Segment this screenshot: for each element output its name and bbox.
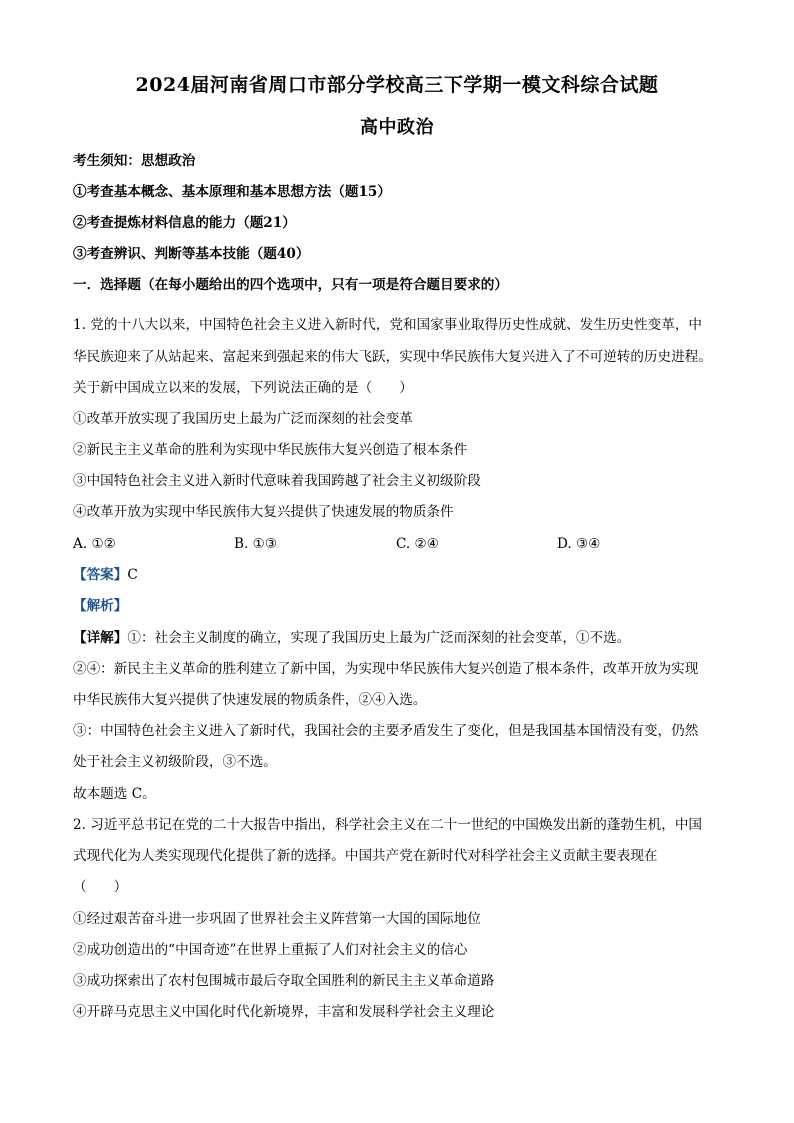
question-1-stem: 关于新中国成立以来的发展，下列说法正确的是（ ） [73,380,413,396]
detail-text: ③：中国特色社会主义进入了新时代，我国社会的主要矛盾发生了变化，但是我国基本国情没有变，仍然 [73,723,699,739]
question-2-stem: 式现代化为人类实现现代化提供了新的选择。中国共产党在新时代对科学社会主义贡献主要表现在 [73,848,658,864]
notice-heading: 考生须知：思想政治 [73,153,196,169]
question-2-statement: ④开辟马克思主义中国化时代化新境界，丰富和发展科学社会主义理论 [73,1004,495,1020]
document-subtitle: 高中政治 [360,117,434,138]
option-d: D. ③④ [557,536,601,552]
question-2-statement: ②成功创造出的“中国奇迹”在世界上重振了人们对社会主义的信心 [73,942,468,958]
option-b: B. ①③ [234,536,278,552]
question-2-stem: （ ） [73,879,128,895]
answer-line [73,566,138,584]
question-2-statement: ③成功探索出了农村包围城市最后夺取全国胜利的新民主主义革命道路 [73,973,495,989]
answer-label: 【答案】 [73,567,128,583]
detail-text: 中华民族伟大复兴提供了快速发展的物质条件，②④入选。 [73,692,427,708]
notice-item: ①考查基本概念、基本原理和基本思想方法（题15） [73,184,391,200]
detail-text: ①：社会主义制度的确立，实现了我国历史上最为广泛而深刻的社会变革，①不选。 [127,630,631,646]
analysis-line [73,597,127,615]
notice-item: ②考查提炼材料信息的能力（题21） [73,215,296,231]
document-title: 2024届河南省周口市部分学校高三下学期一模文科综合试题 [135,74,659,96]
question-1-statement: ②新民主主义革命的胜利为实现中华民族伟大复兴创造了根本条件 [73,442,468,458]
detail-text: 处于社会主义初级阶段，③不选。 [73,754,277,770]
question-1-statement: ④改革开放为实现中华民族伟大复兴提供了快速发展的物质条件 [73,504,454,520]
answer-value: C [127,567,138,583]
detail-label: 【详解】 [73,630,128,646]
question-1-stem: 1. 党的十八大以来，中国特色社会主义进入新时代，党和国家事业取得历史性成就、发生历史性变革，中 [73,317,703,333]
question-1-statement: ①改革开放实现了我国历史上最为广泛而深刻的社会变革 [73,411,413,427]
notice-item: ③考查辨识、判断等基本技能（题40） [73,246,310,262]
section-heading: 一．选择题（在每小题给出的四个选项中，只有一项是符合题目要求的） [73,277,508,293]
question-2-statement: ①经过艰苦奋斗进一步巩固了世界社会主义阵营第一大国的国际地位 [73,911,481,927]
detail-conclusion: 故本题选 C。 [73,786,156,802]
analysis-label: 【解析】 [73,598,128,614]
detail-line [73,629,630,647]
option-c: C. ②④ [396,536,439,552]
option-a: A. ①② [73,536,116,552]
question-2-stem: 2. 习近平总书记在党的二十大报告中指出，科学社会主义在二十一世纪的中国焕发出新的蓬勃生机，中国 [73,817,703,833]
question-1-stem: 华民族迎来了从站起来、富起来到强起来的伟大飞跃，实现中华民族伟大复兴进入了不可逆转的历史进程。 [73,349,712,365]
question-1-statement: ③中国特色社会主义进入新时代意味着我国跨越了社会主义初级阶段 [73,473,481,489]
detail-text: ②④：新民主主义革命的胜利建立了新中国，为实现中华民族伟大复兴创造了根本条件，改革开放为实现 [73,661,699,677]
